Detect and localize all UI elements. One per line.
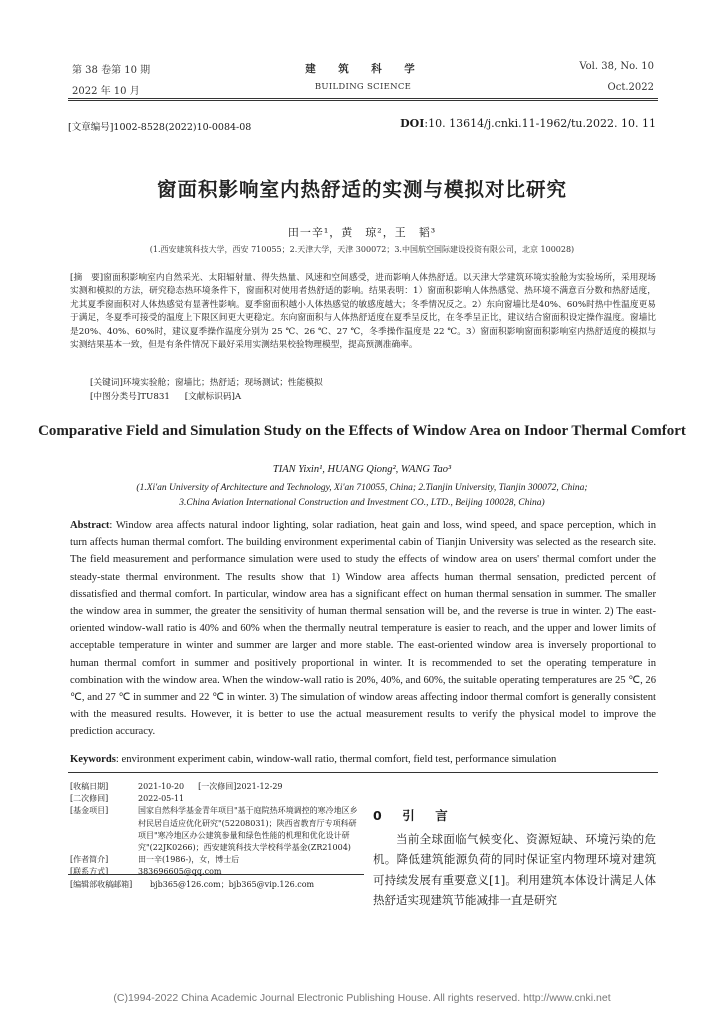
- volume-cn: 第 38 卷第 10 期: [72, 65, 151, 76]
- second-revision-date: 2022-05-11: [138, 794, 185, 804]
- author-bio: 田一辛(1986-)，女，博士后: [138, 855, 240, 865]
- editorial-email-label: [编辑部收稿邮箱]: [70, 879, 133, 889]
- editorial-email[interactable]: bjb365@126.com；bjb365@vip.126.com: [150, 879, 315, 889]
- section-rule: [68, 772, 658, 773]
- fund-label: [基金项目]: [70, 806, 109, 816]
- journal-name-cn: 建 筑 科 学: [305, 63, 421, 75]
- fund-line: [70, 805, 360, 854]
- doi-value: :10. 13614/j.cnki.11-1962/tu.2022. 10. 11: [424, 117, 656, 130]
- keywords-en-text: : environment experiment cabin, window-wall ratio, thermal comfort, field test, performance simulation: [115, 754, 557, 765]
- date-cn: 2022 年 10 月: [72, 86, 140, 97]
- volume-en: Vol. 38, No. 10: [579, 61, 654, 72]
- received-label: [收稿日期]: [70, 782, 109, 791]
- affiliations-cn: (1.西安建筑科技大学，西安 710055；2.天津大学，天津 300072；3.中国航空国际建设投资有限公司，北京 100028): [149, 245, 575, 254]
- abstract-en-text: : Window area affects natural indoor lighting, solar radiation, heat gain and loss, wind speed, and space perception, which in turn affects human thermal comfort. The building environment experimental cabin of Tianjin University was selected as the research site. The field measurement and performance simulation were used to study the effects of window area on users' thermal comfort under the steady-state thermal environment. The results show that 1) Window area affects human thermal sensation, predicted percent of dissatisfied and thermal comfort. In particular, window area has a significant effect on human thermal sensation in summer. The smaller the window area in summer, the greater the sensitivity of human thermal sensation will be, and the reverse is true in winter. 2) The east-oriented window-wall ratio is 40% and 60% when the thermally neutral temperature is easier to reach, and the upper and lower limits of acceptable temperature in winter and summer are larger and more stable. The east-oriented window area is inversely proportional to human thermal comfort in summer and positively proportional in winter. It is recommended to set the operating temperature in combination with the window area. When the window-wall ratio is 20%, 40%, and 60%, the suitable operating temperatures are 25 ℃, 26 ℃, and 27 ℃ in summer and 22 ℃ in winter. 3) The simulation of window areas affecting indoor thermal comfort is generally consistent with the measured results. However, it is better to use the actual measurement results to verify the physical model to improve the prediction accuracy.: [70, 520, 656, 738]
- keywords-en-label: Keywords: [70, 754, 116, 765]
- title-cn: 窗面积影响室内热舒适的实测与模拟对比研究: [156, 178, 567, 201]
- doi[interactable]: [400, 117, 656, 130]
- second-revision-label: [二次修回]: [70, 794, 109, 804]
- contact-line: [70, 866, 360, 878]
- document-code: [文献标识码]A: [184, 392, 242, 402]
- metadata-rule: [68, 874, 364, 875]
- abstract-en: [70, 517, 656, 741]
- contact-label: [联系方式]: [70, 867, 109, 877]
- abstract-en-label: Abstract: [70, 520, 110, 531]
- authors-en: TIAN Yixin¹, HUANG Qiong², WANG Tao³: [272, 464, 452, 475]
- abstract-cn: [摘 要]窗面积影响室内自然采光、太阳辐射量、得失热量、风速和空间感受，进而影响人体热舒适。以天津大学建筑环境实验舱为实验场所，采用现场实测和模拟的方法，研究稳态热环境条件下，窗面积对使用者热舒适的影响。结果表明：1）窗面积影响人体热感觉、热环境不满意百分数和热舒适度，尤其夏季窗面积对人体热感觉有显著性影响。夏季窗面积越小人体热感觉的敏感度越大；冬季情况反之。2）东向窗墙比是40%、60%时热中性温度更易于满足，冬夏季可接受的温度上下限区间更大更稳定。东向窗面积与人体热舒适度在夏季呈反比，在冬季呈正比，建议结合窗面积设定操作温度。窗墙比是20%、40%、60%时，建议夏季操作温度分别为 25 ℃、26 ℃、27 ℃，冬季操作温度是 22 ℃。3）窗面积影响窗面积影响室内热舒适度的模拟与实测结果基本一致，但是有条件情况下最好采用实测结果校验物理模型，提高预测准确率。: [70, 273, 656, 351]
- affiliations-en: [0, 481, 724, 510]
- affiliation-en-line-2: 3.China Aviation International Construction and Investment CO., LTD., Beijing 100028, China): [179, 497, 545, 508]
- date-en: Oct.2022: [607, 82, 654, 93]
- keywords-cn: [关键词]环境实验舱；窗墙比；热舒适；现场测试；性能模拟: [90, 378, 323, 388]
- received-date: 2021-10-20: [138, 782, 185, 791]
- first-revision-date: 2021-12-29: [236, 782, 283, 791]
- intro-heading: 0 引 言: [373, 808, 452, 823]
- keywords-en: [70, 754, 656, 765]
- article-number: [文章编号]1002-8528(2022)10-0084-08: [68, 122, 252, 133]
- contact-email[interactable]: 383696605@qq.com: [138, 867, 222, 877]
- author-line: [70, 854, 360, 866]
- class-number: [中图分类号]TU831: [90, 392, 170, 402]
- journal-name-en: BUILDING SCIENCE: [314, 82, 412, 92]
- received-line: [70, 781, 360, 793]
- title-en: Comparative Field and Simulation Study on the Effects of Window Area on Indoor Thermal Comfort: [38, 423, 686, 439]
- second-revision-line: [70, 793, 360, 805]
- affiliation-en-line-1: (1.Xi'an University of Architecture and Technology, Xi'an 710055, China; 2.Tianjin University, Tianjin 300072, China;: [136, 483, 588, 493]
- first-revision-label: [一次修回]: [198, 782, 237, 791]
- authors-cn: 田一辛¹，黄 琼²，王 韬³: [287, 226, 437, 239]
- intro-paragraph: 当前全球面临气候变化、资源短缺、环境污染的危机。降低建筑能源负荷的同时保证室内物理环境对建筑可持续发展有重要意义[1]。利用建筑本体设计满足人体热舒适实现建筑节能减排一直是研究: [373, 832, 656, 907]
- classification: [90, 390, 253, 402]
- editorial-email-line: [70, 879, 360, 891]
- author-label: [作者简介]: [70, 855, 109, 865]
- fund-text: 国家自然科学基金青年项目"基于庭院热环境调控的寒冷地区乡村民居自适应优化研究"(52208031)；陕西省教育厅专项科研项目"寒冷地区办公建筑参量和绿色性能的机理和优化设计研究"(22JK0266)；西安建筑科技大学校科学基金(ZR21004): [138, 806, 358, 853]
- copyright-footer: (C)1994-2022 China Academic Journal Electronic Publishing House. All rights reserved. http://www.cnki.net: [113, 992, 611, 1004]
- doi-label: DOI: [400, 117, 425, 130]
- header-rule: [68, 98, 658, 101]
